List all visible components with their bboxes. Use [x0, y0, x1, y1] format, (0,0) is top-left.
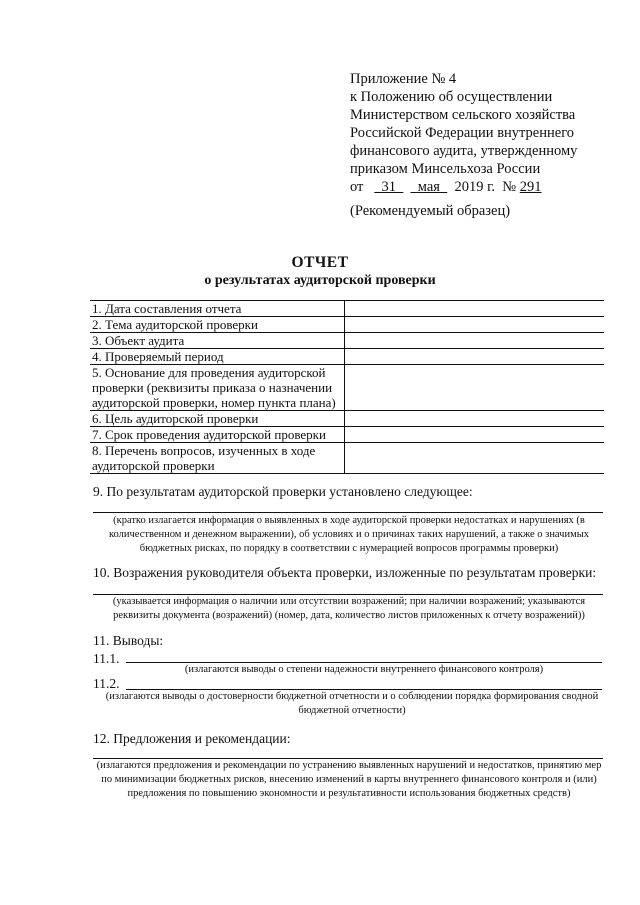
table-row	[90, 317, 604, 333]
section-9-note: (кратко излагается информация о выявленных в ходе аудиторской проверки недостатках и нарушениях (в количественном и денежном выражении), об условиях и о причинах таких нарушений, а также о значимых бюджетных рисках, по порядку в соответствии с нумерацией вопросов программы проверки)	[108, 515, 590, 554]
row-label: 2. Тема аудиторской проверки	[90, 317, 345, 333]
table-row	[90, 301, 604, 317]
row-value-cell[interactable]	[345, 365, 605, 411]
row-value-cell[interactable]	[345, 427, 605, 443]
section-11-2-label: 11.2.	[93, 676, 120, 691]
section-11-1-label: 11.1.	[93, 651, 120, 666]
recommended-sample-label: (Рекомендуемый образец)	[350, 203, 511, 219]
order-number: 291	[519, 179, 542, 195]
row-label: 6. Цель аудиторской проверки	[90, 411, 345, 427]
section-12-heading: 12. Предложения и рекомендации:	[93, 731, 291, 746]
order-reference	[350, 178, 630, 196]
section-9-heading: 9. По результатам аудиторской проверки установлено следующее:	[93, 484, 473, 499]
row-value-cell[interactable]	[345, 443, 605, 474]
order-prefix: от	[350, 179, 364, 195]
section-11-2-note: (излагаются выводы о достоверности бюджетной отчетности и о соблюдении порядка формирования сводной бюджетной отчетности)	[105, 691, 599, 716]
order-year: 2019 г.	[454, 179, 496, 195]
row-label: 7. Срок проведения аудиторской проверки	[90, 427, 345, 443]
order-day: 31	[381, 179, 397, 195]
section-12-note: (излагаются предложения и рекомендации по устранению выявленных нарушений и недостатков, принятию мер по минимизации бюджетных рисков, внесению изменений в карты внутреннего финансового контроля и (или) предложения по повышению экономности и результативности использования бюджетных средств)	[96, 760, 602, 799]
row-value-cell[interactable]	[345, 301, 605, 317]
appendix-line: Министерством сельского хозяйства	[350, 107, 576, 123]
appendix-line: финансового аудита, утвержденному	[350, 143, 578, 159]
row-value-cell[interactable]	[345, 317, 605, 333]
row-value-cell[interactable]	[345, 411, 605, 427]
appendix-line: Приложение № 4	[350, 71, 457, 87]
table-row	[90, 333, 604, 349]
section-10-heading: 10. Возражения руководителя объекта проверки, изложенные по результатам проверки:	[93, 565, 597, 580]
section-11-heading: 11. Выводы:	[93, 633, 164, 648]
table-row	[90, 349, 604, 365]
table-row	[90, 427, 604, 443]
table-row	[90, 365, 604, 411]
appendix-line: Российской Федерации внутреннего	[350, 125, 575, 141]
row-value-cell[interactable]	[345, 333, 605, 349]
table-row	[90, 443, 604, 474]
row-label: 3. Объект аудита	[90, 333, 345, 349]
row-label: 1. Дата составления отчета	[90, 301, 345, 317]
section-10-note: (указывается информация о наличии или отсутствии возражений; при наличии возражений; указываются реквизиты документа (возражений) (номер, дата, количество листов приложенных к отчету возражений))	[112, 596, 586, 621]
appendix-line: к Положению об осуществлении	[350, 89, 553, 105]
order-month: мая	[417, 179, 440, 195]
document-subtitle: о результатах аудиторской проверки	[204, 273, 436, 288]
section-11-1-note: (излагаются выводы о степени надежности внутреннего финансового контроля)	[184, 664, 544, 675]
table-row	[90, 411, 604, 427]
report-table	[90, 300, 604, 474]
row-label: 4. Проверяемый период	[90, 349, 345, 365]
section-9-fill-line[interactable]	[93, 512, 603, 513]
document-title: ОТЧЕТ	[291, 254, 349, 271]
row-value-cell[interactable]	[345, 349, 605, 365]
row-label: 8. Перечень вопросов, изученных в ходе аудиторской проверки	[90, 443, 345, 474]
order-number-sign: №	[502, 179, 517, 195]
appendix-header	[350, 70, 630, 196]
row-label: 5. Основание для проведения аудиторской проверки (реквизиты приказа о назначении аудиторской проверки, номер пункта плана)	[90, 365, 345, 411]
appendix-line: приказом Минсельхоза России	[350, 161, 541, 177]
